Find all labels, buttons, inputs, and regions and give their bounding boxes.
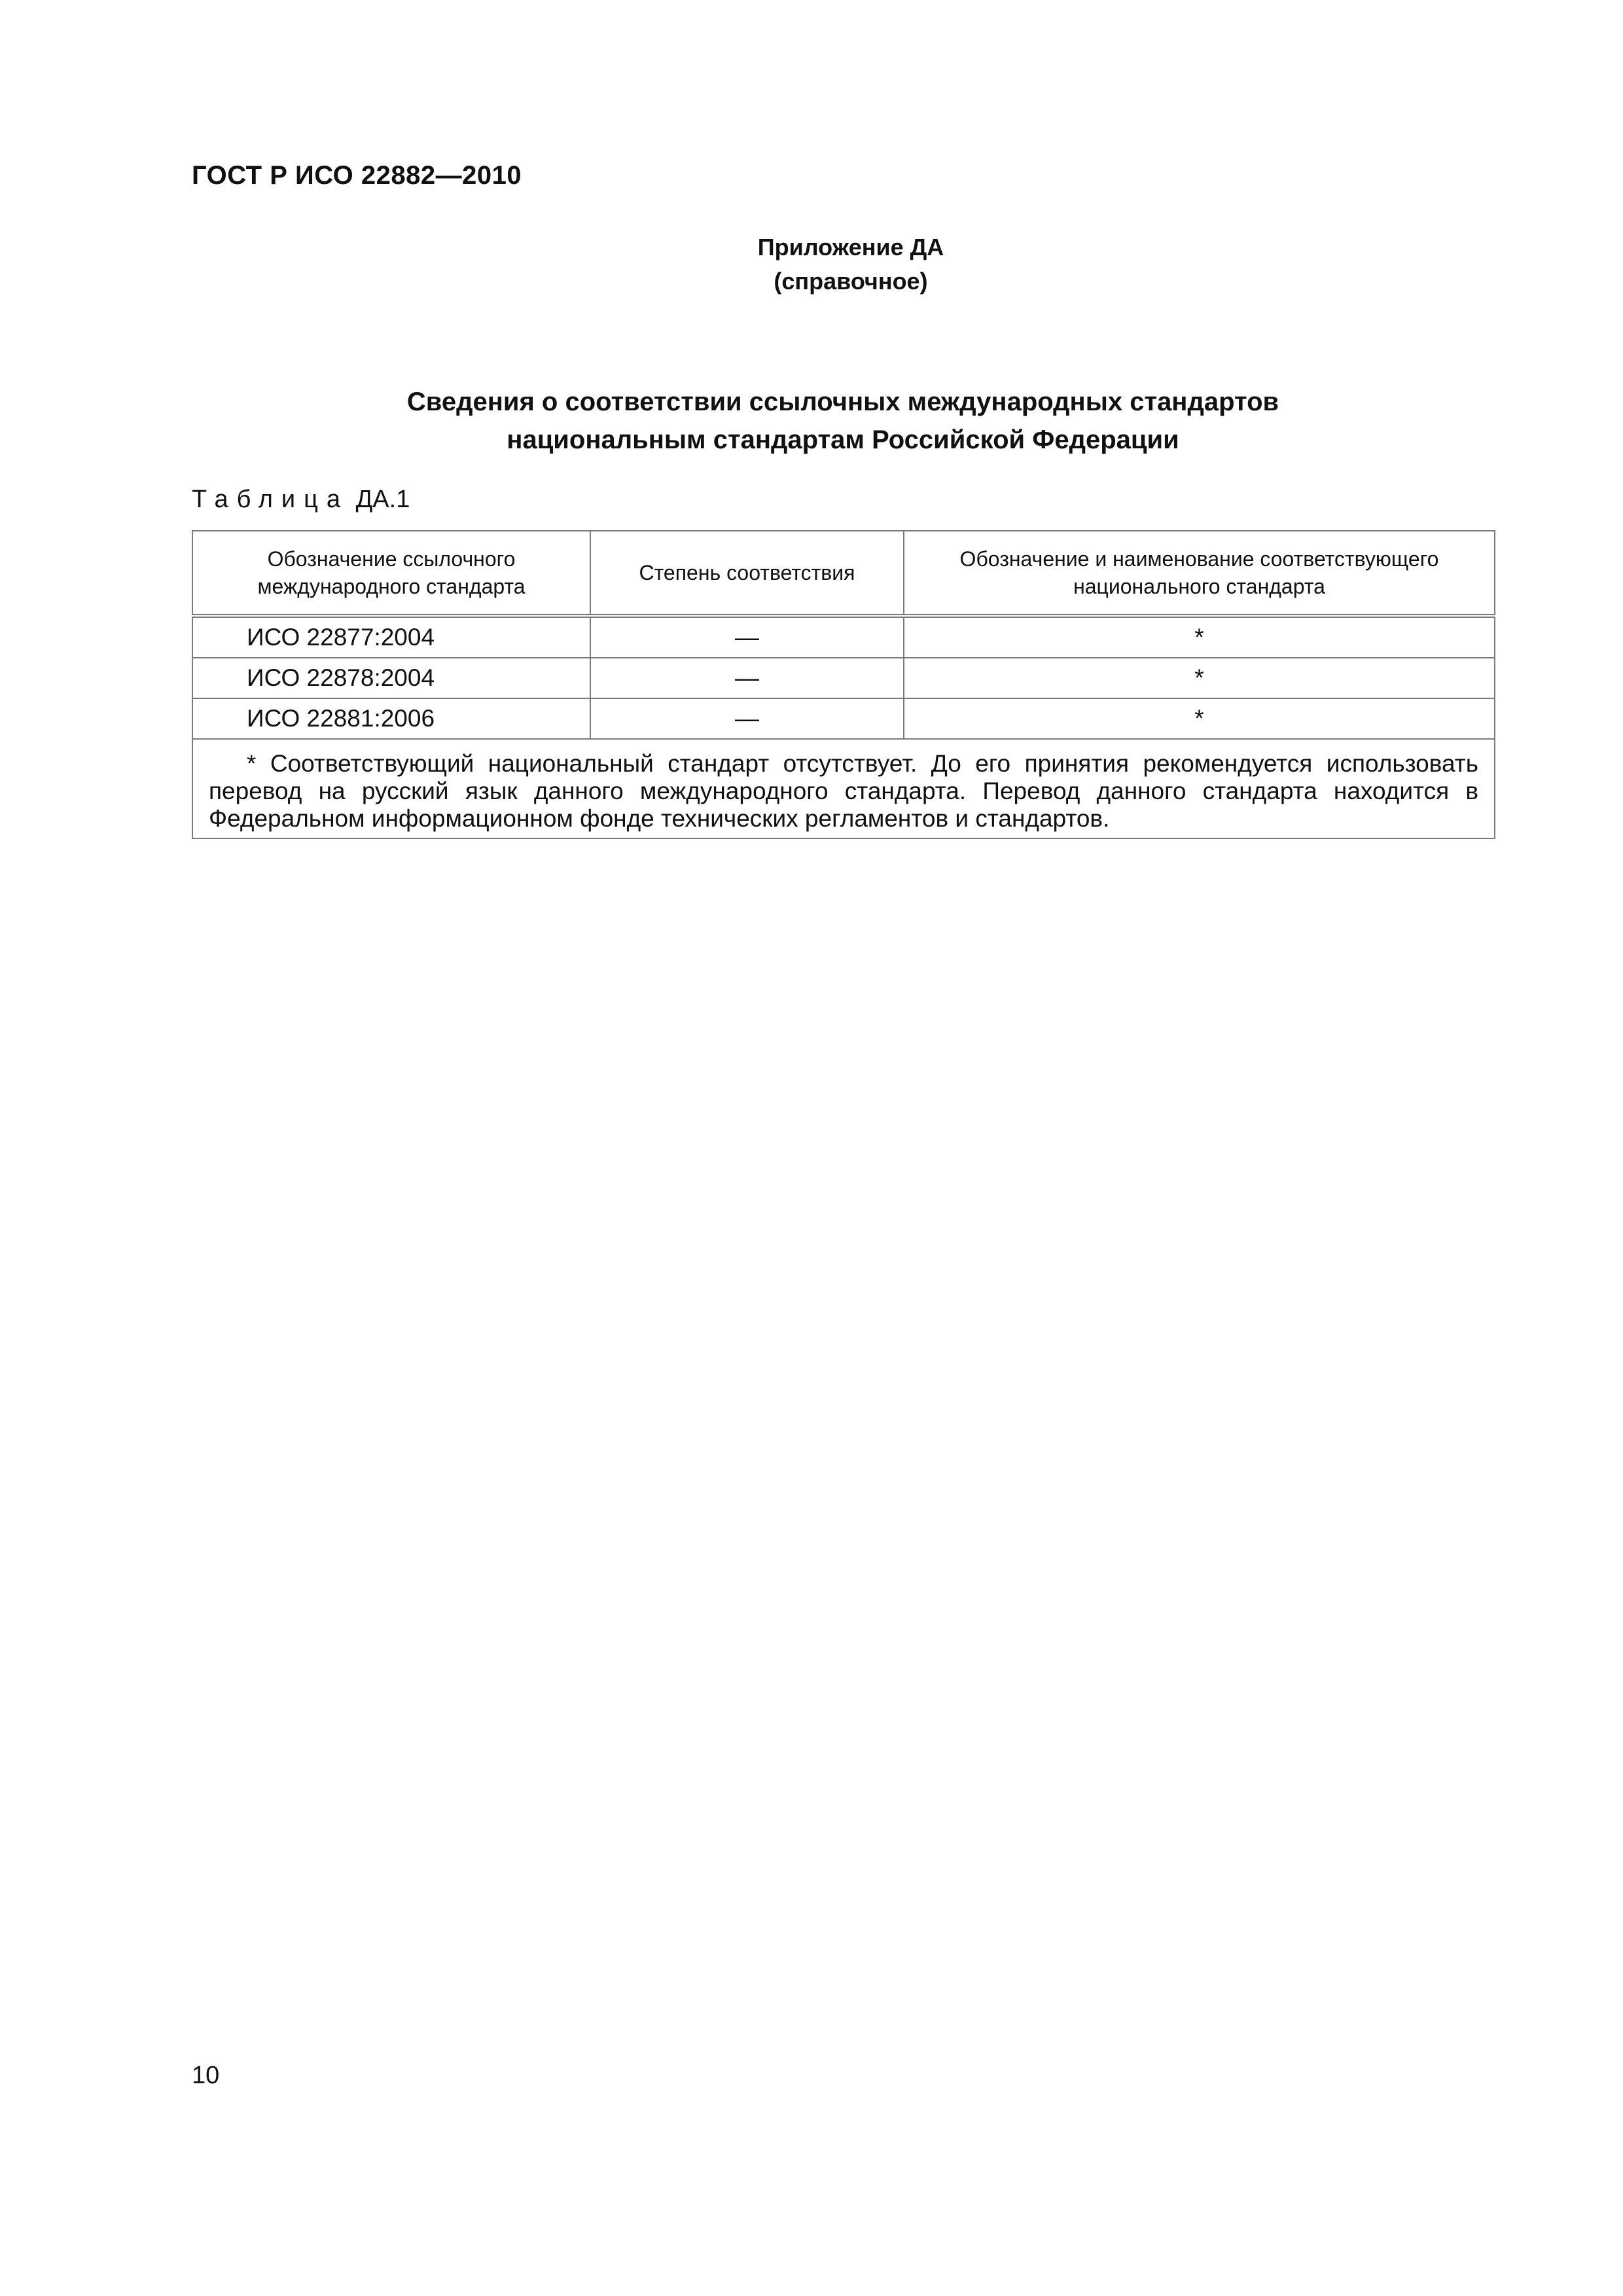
table-row [192, 658, 1495, 698]
appendix-heading [681, 230, 1021, 298]
cell-degree: — [590, 698, 904, 739]
section-title-line-1: Сведения о соответствии ссылочных международных стандартов [406, 387, 1279, 416]
header-international-designation: Обозначение ссылочного международного стандарта [192, 531, 590, 616]
table-row [192, 698, 1495, 739]
table-header-row [192, 531, 1495, 616]
header-national-standard: Обозначение и наименование соответствующего национального стандарта [904, 531, 1495, 616]
cell-national-standard: * [904, 698, 1495, 739]
standards-table [192, 530, 1495, 839]
page-number: 10 [192, 2062, 220, 2089]
section-title-line-2: национальным стандартам Российской Федерации [507, 425, 1179, 454]
table-caption-number: ДА.1 [355, 486, 410, 513]
cell-degree: — [590, 658, 904, 698]
cell-iso-designation: ИСО 22878:2004 [192, 658, 590, 698]
cell-iso-designation: ИСО 22881:2006 [192, 698, 590, 739]
section-title [192, 383, 1494, 459]
table-footnote-row [192, 739, 1495, 838]
table-row [192, 616, 1495, 658]
cell-degree: — [590, 616, 904, 658]
table-caption [192, 486, 410, 514]
header-degree-of-conformity: Степень соответствия [590, 531, 904, 616]
cell-national-standard: * [904, 658, 1495, 698]
cell-national-standard: * [904, 616, 1495, 658]
table-caption-word: Таблица [192, 486, 349, 513]
cell-iso-designation: ИСО 22877:2004 [192, 616, 590, 658]
table-footnote: * Соответствующий национальный стандарт отсутствует. До его принятия рекомендуется использовать перевод на русский язык данного международного стандарта. Перевод данного стандарта находится в Федеральном информационном фонде технических регламентов и стандартов. [192, 739, 1495, 838]
appendix-title: Приложение ДА [757, 234, 944, 260]
document-header: ГОСТ Р ИСО 22882—2010 [192, 161, 522, 190]
appendix-subtitle: (справочное) [774, 268, 928, 295]
